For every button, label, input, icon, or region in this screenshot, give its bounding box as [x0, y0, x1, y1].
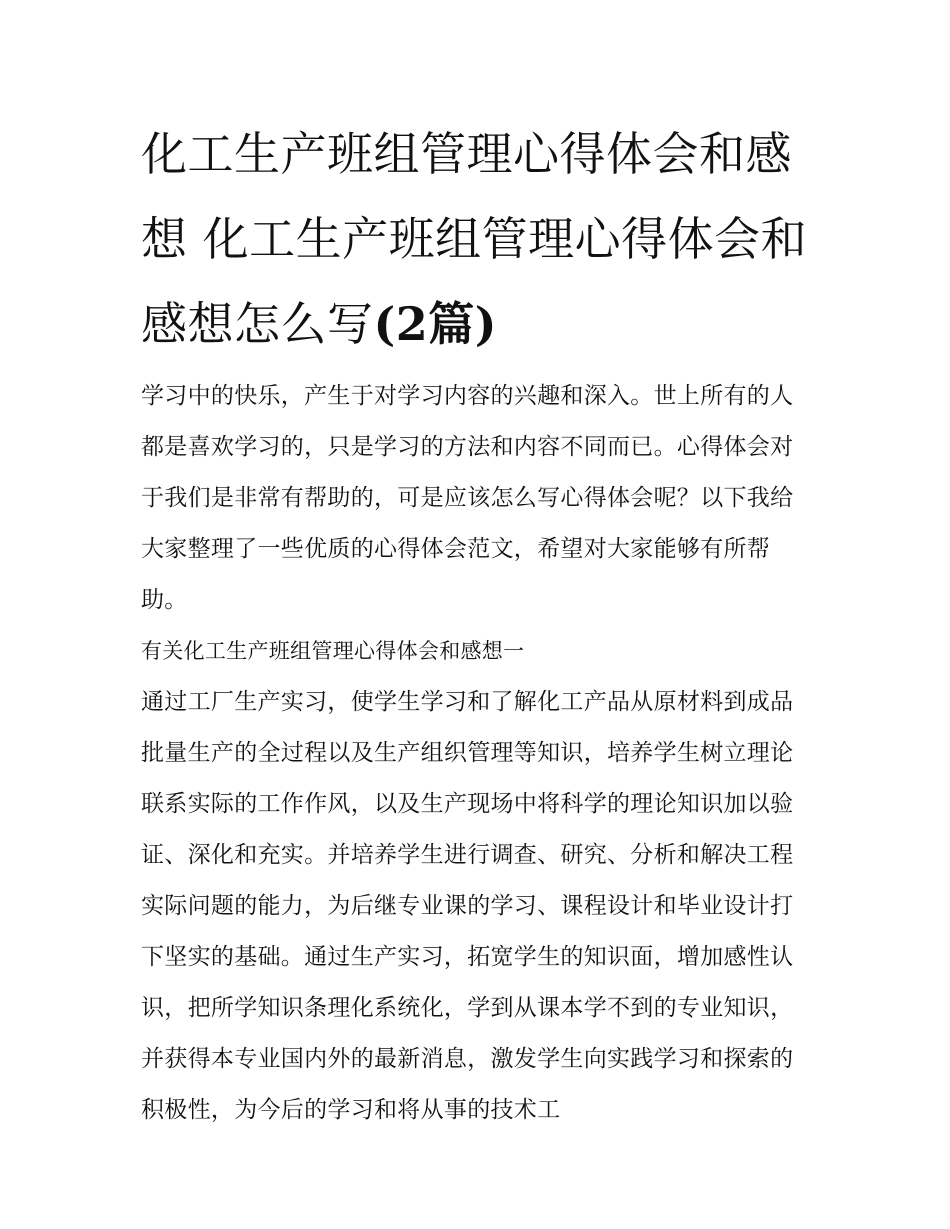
- section-heading: 有关化工生产班组管理心得体会和感想一: [141, 639, 525, 663]
- document-title: [141, 112, 812, 367]
- body-paragraph: 通过工厂生产实习，使学生学习和了解化工产品从原材料到成品批量生产的全过程以及生产组织管理等知识，培养学生树立理论联系实际的工作作风，以及生产现场中将科学的理论知识加以验证、深化和充实。并培养学生进行调查、研究、分析和解决工程实际问题的能力，为后继专业课的学习、课程设计和毕业设计打下坚实的基础。通过生产实习，拓宽学生的知识面，增加感性认识，把所学知识条理化系统化，学到从课本学不到的专业知识，并获得本专业国内外的最新消息，激发学生向实践学习和探索的积极性，为今后的学习和将从事的技术工: [141, 689, 794, 1123]
- title-suffix: (2篇): [373, 297, 498, 351]
- title-main: 化工生产班组管理心得体会和感想 化工生产班组管理心得体会和感想怎么写: [141, 127, 808, 351]
- intro-paragraph: 学习中的快乐，产生于对学习内容的兴趣和深入。世上所有的人都是喜欢学习的，只是学习的方法和内容不同而已。心得体会对于我们是非常有帮助的，可是应该怎么写心得体会呢？以下我给大家整理了一些优质的心得体会范文，希望对大家能够有所帮助。: [141, 383, 794, 613]
